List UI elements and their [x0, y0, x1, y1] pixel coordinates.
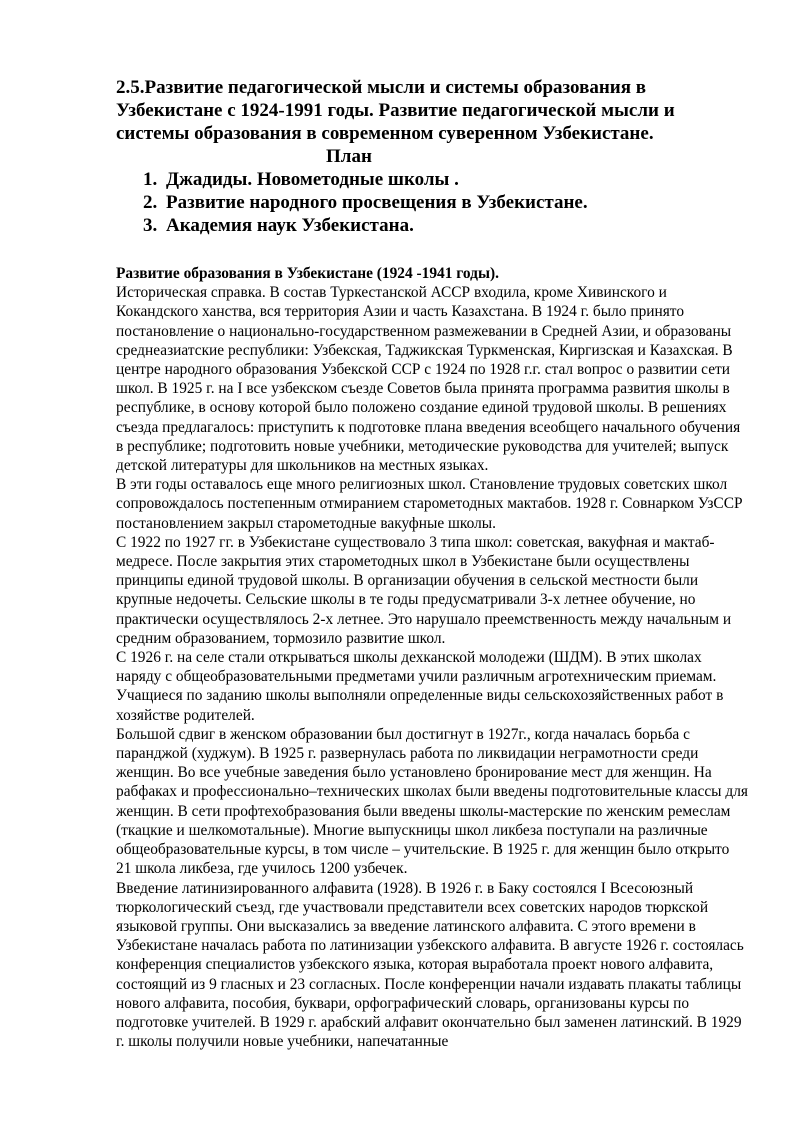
paragraph: С 1926 г. на селе стали открываться школы дехканской молодежи (ШДМ). В этих школах наряду с общеобразовательными предметами учили различным агротехническим приемам. Учащиеся по заданию школы выполняли определенные виды сельскохозяйственных работ в хозяйстве родителей. — [116, 649, 724, 724]
paragraph: Большой сдвиг в женском образовании был достигнут в 1927г., когда началась борьба с паранджой (худжум). В 1925 г. развернулась работа по ликвидации неграмотности среди женщин. Во все учебные заведения было установлено бронирование мест для женщин. На рабфаках и профессионально–технических школах были введены подготовительные классы для женщин. В сети профтехобразования были введены школы-мастерские по женским ремеслам (ткацкие и шелкомотальные). Многие выпускницы школ ликбеза поступали на различные общеобразовательные курсы, в том числе – учительские. В 1925 г. для женщин было открыто 21 школа ликбеза, где училось 1200 узбечек. — [116, 725, 748, 878]
paragraph: С 1922 по 1927 гг. в Узбекистане существовало 3 типа школ: советская, вакуфная и мактаб-медресе. После закрытия этих старометодных школ в Узбекистане были осуществлены принципы единой трудовой школы. В организации обучения в сельской местности были крупные недочеты. Сельские школы в те годы предусматривали 3-х летнее обучение, но практически осуществлялось 2-х летнее. Это нарушало преемственность между начальным и средним образованием, тормозило развитие школ. — [116, 533, 732, 647]
plan-item: 3. Академия наук Узбекистана. — [162, 214, 748, 237]
paragraph: Введение латинизированного алфавита (1928). В 1926 г. в Баку состоялся I Всесоюзный тюркологический съезд, где участвовали представители всех советских народов тюркской языковой группы. Они высказались за введение латинского алфавита. С этого времени в Узбекистане началась работа по латинизации узбекского алфавита. В августе 1926 г. состоялась конференция специалистов узбекского языка, которая выработала проект нового алфавита, состоящий из 9 гласных и 23 согласных. После конференции начали издавать плакаты таблицы нового алфавита, пособия, буквари, орфографический словарь, организованы курсы по подготовке учителей. В 1929 г. арабский алфавит окончательно был заменен латинский. В 1929 г. школы получили новые учебники, напечатанные — [116, 879, 744, 1051]
plan-item: 1. Джадиды. Новометодные школы . — [162, 168, 748, 191]
document-title: 2.5.Развитие педагогической мысли и системы образования в Узбекистане с 1924-1991 годы. Развитие педагогической мысли и системы образования в современном суверенном Узбекистане. — [116, 77, 675, 144]
paragraph: В эти годы оставалось еще много религиозных школ. Становление трудовых советских школ сопровождалось постепенным отмиранием старометодных мактабов. 1928 г. Совнарком УзССР постановлением закрыл старометодные вакуфные школы. — [116, 476, 743, 532]
document-page — [116, 76, 748, 1051]
paragraph: Историческая справка. В состав Туркестанской АССР входила, кроме Хивинского и Кокандского ханства, вся территория Азии и часть Казахстана. В 1924 г. было принято постановление о национально-государственном размежевании в Средней Азии, и образованы среднеазиатские республики: Узбекская, Таджикская Туркменская, Киргизская и Казахская. В центре народного образования Узбекской ССР с 1924 по 1928 г.г. стал вопрос о развитии сети школ. В 1925 г. на I все узбекском съезде Советов была принята программа развития школы в республике, в основу которой было положено создание единой трудовой школы. В решениях съезда предлагалось: приступить к подготовке плана введения всеобщего начального обучения в республике; подготовить новые учебники, методические руководства для учителей; выпуск детской литературы для школьников на местных языках. — [116, 284, 741, 475]
plan-list — [116, 168, 748, 237]
plan-heading: План — [326, 146, 372, 167]
plan-item: 2. Развитие народного просвещения в Узбекистане. — [162, 191, 748, 214]
section-heading: Развитие образования в Узбекистане (1924 -1941 годы). — [116, 265, 499, 282]
